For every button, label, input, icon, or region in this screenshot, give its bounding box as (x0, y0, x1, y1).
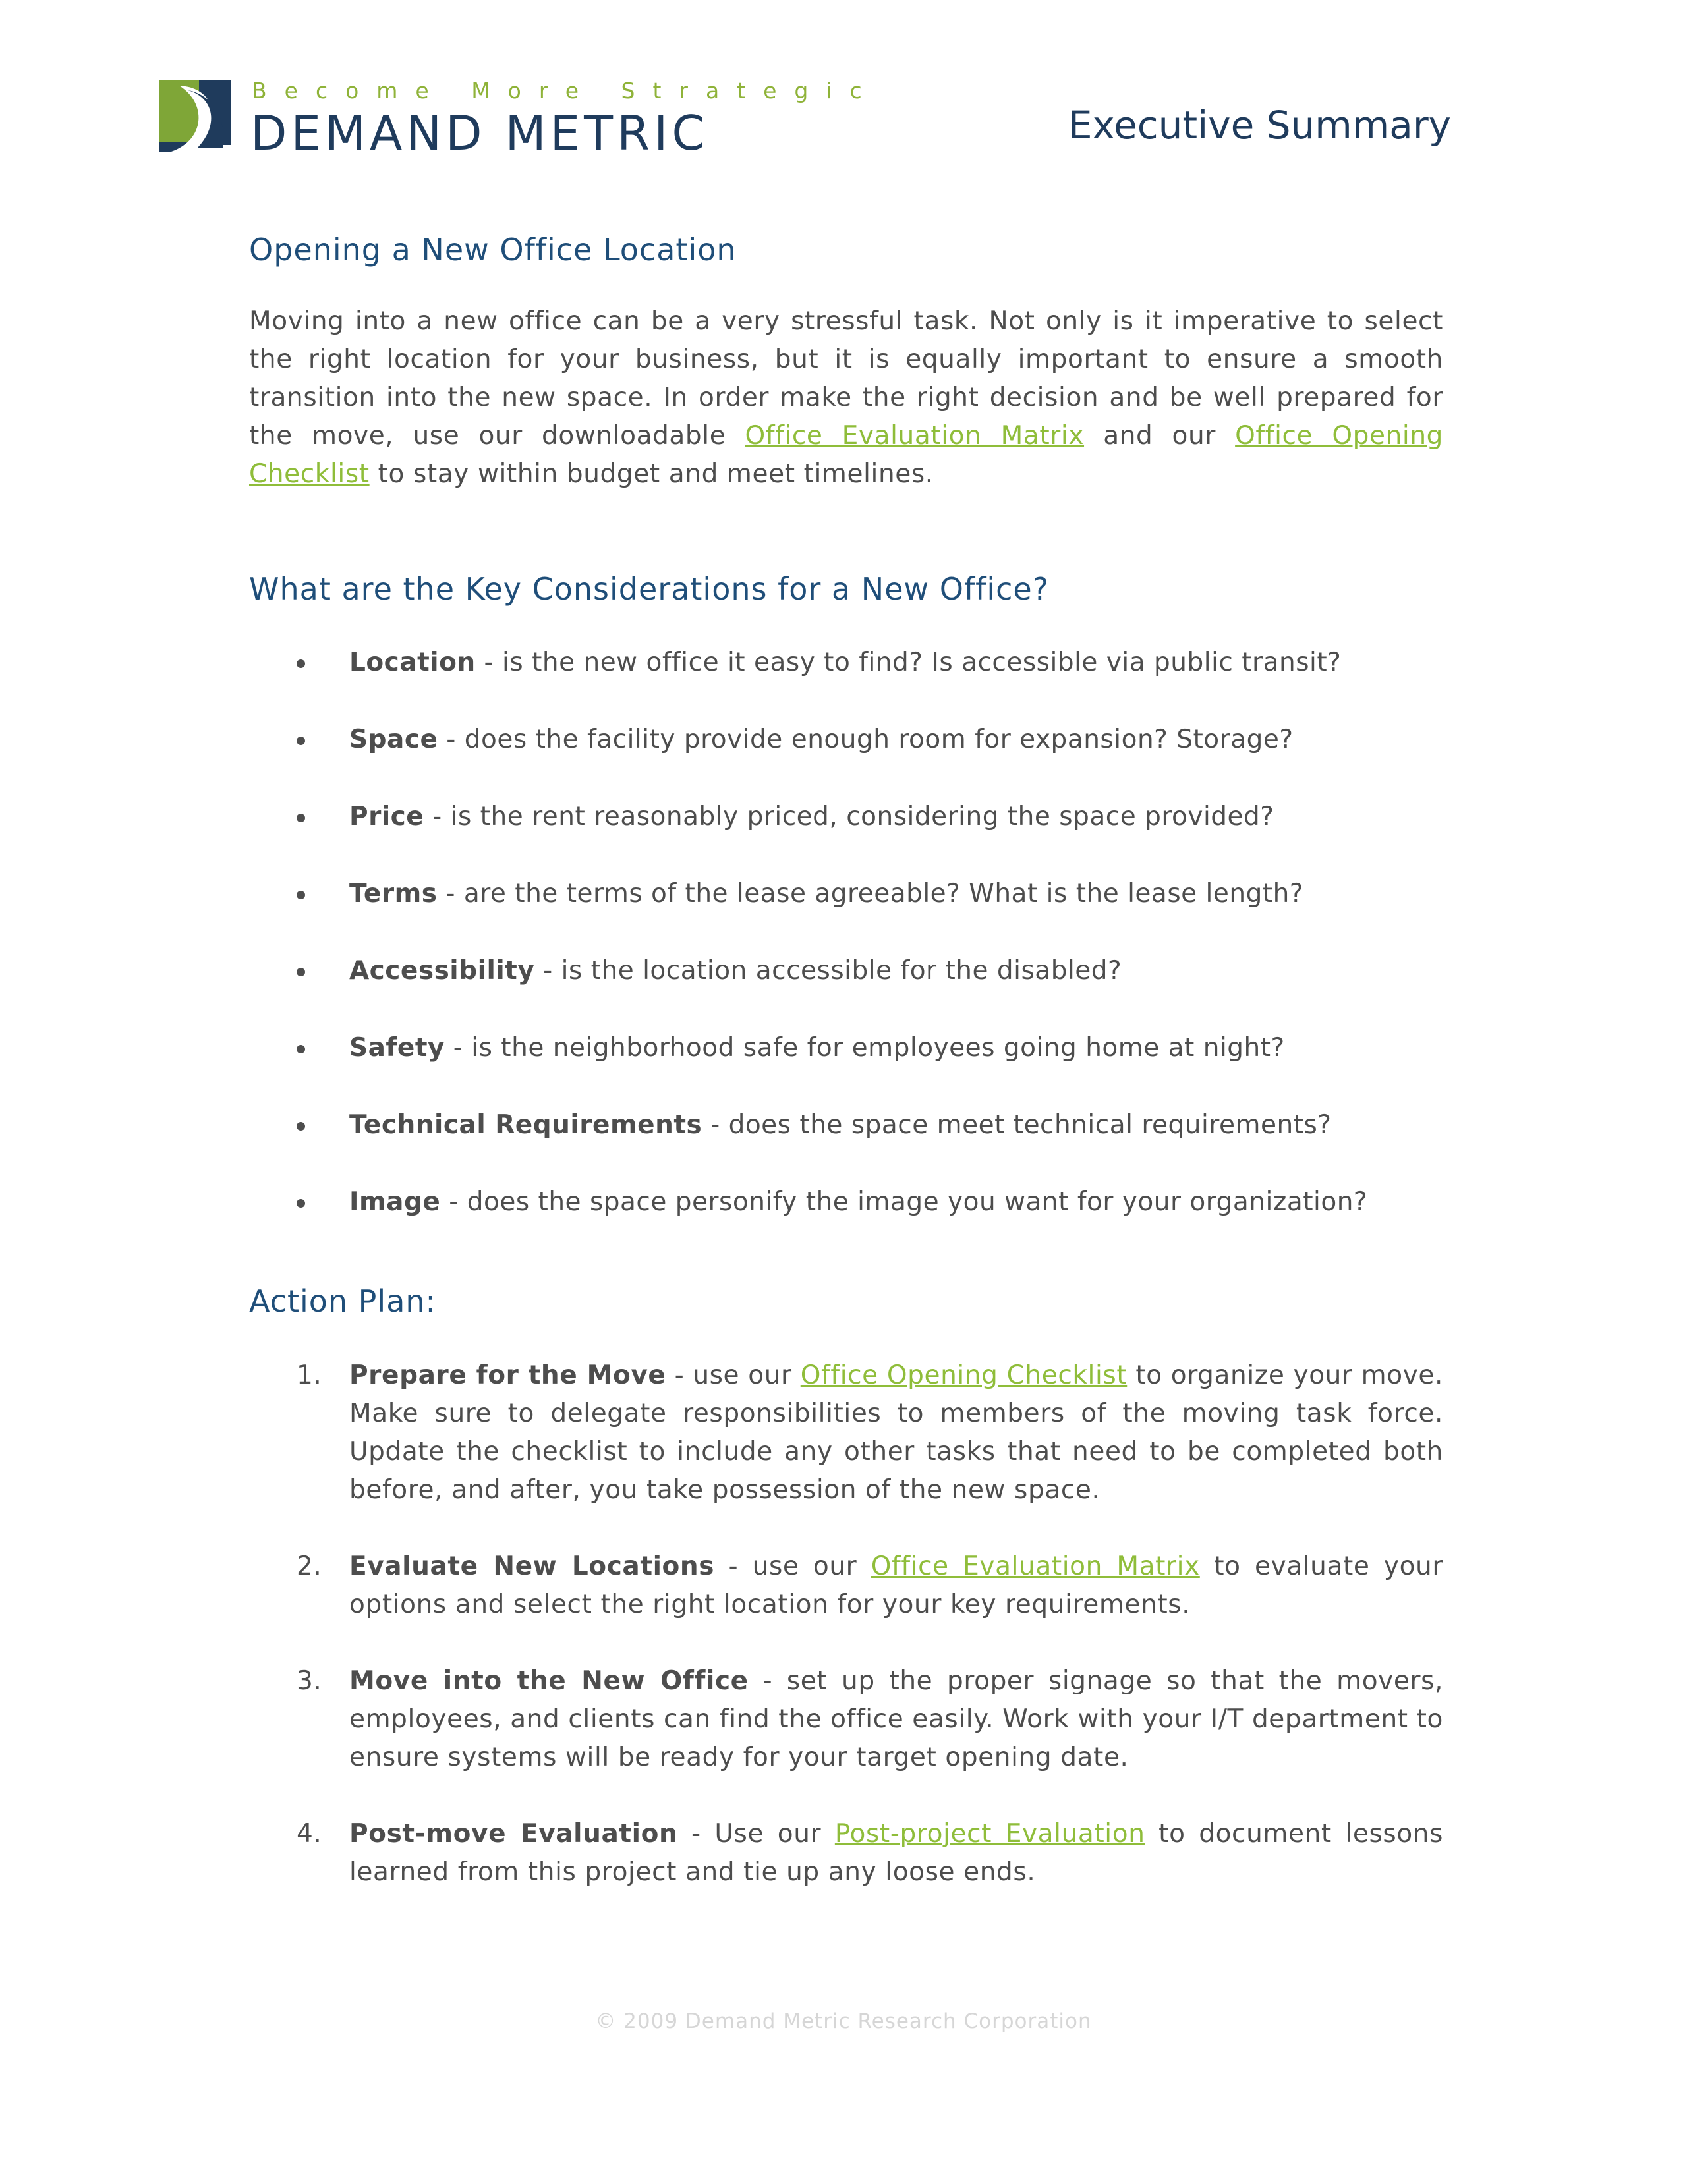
item-text: - is the rent reasonably priced, considering the space provided? (424, 802, 1274, 832)
item-lead: Location (349, 648, 476, 678)
item-text-post: to document lessons learned from this project and tie up any loose ends. (349, 1818, 1444, 1887)
bullet-icon (297, 1045, 305, 1053)
bullet-icon (297, 659, 305, 668)
item-lead: Image (349, 1187, 441, 1218)
intro-text-3: to stay within budget and meet timelines. (369, 459, 934, 490)
document-type-label: Executive Summary (1068, 103, 1451, 148)
office-opening-checklist-link[interactable]: Office Opening Checklist (800, 1360, 1128, 1390)
copyright-footer: © 2009 Demand Metric Research Corporation (595, 2009, 1092, 2033)
bullet-icon (297, 891, 305, 899)
item-text: - are the terms of the lease agreeable? What is the lease length? (437, 879, 1304, 909)
list-item (249, 1106, 1443, 1144)
list-item (249, 1662, 1443, 1777)
list-item (249, 952, 1443, 990)
item-text-pre: - Use our (677, 1818, 835, 1849)
section-title-considerations: What are the Key Considerations for a New Office? (249, 571, 1050, 607)
item-number: 1. (297, 1360, 322, 1390)
item-number: 4. (297, 1818, 322, 1849)
item-lead: Post-move Evaluation (349, 1818, 678, 1849)
list-item (249, 1183, 1443, 1221)
list-item (249, 875, 1443, 913)
office-opening-checklist-link[interactable]: Office Opening Checklist (249, 421, 1443, 490)
list-item (249, 1548, 1443, 1624)
item-number: 3. (297, 1666, 322, 1696)
list-item (249, 1357, 1443, 1509)
intro-paragraph (249, 302, 1443, 493)
list-item (249, 1029, 1443, 1067)
item-text: - is the location accessible for the disabled? (534, 956, 1122, 986)
item-text-post: to organize your move. Make sure to delegate responsibilities to members of the moving task force. Update the checklist to include any other tasks that need to be completed both before, and after, you take possession of the new space. (349, 1360, 1444, 1505)
item-text-post: to evaluate your options and select the right location for your key requirements. (349, 1551, 1444, 1619)
item-text: - does the facility provide enough room for expansion? Storage? (438, 725, 1294, 755)
bullet-icon (297, 1122, 305, 1131)
item-lead: Terms (349, 879, 438, 909)
item-text: - is the neighborhood safe for employees going home at night? (444, 1033, 1285, 1063)
bullet-icon (297, 737, 305, 745)
item-lead: Accessibility (349, 956, 535, 986)
office-evaluation-matrix-link[interactable]: Office Evaluation Matrix (745, 421, 1085, 451)
intro-text-1: Moving into a new office can be a very stressful task. Not only is it imperative to select the right location for your business, but it is equally important to ensure a smooth transition into the new space. In order make the right decision and be well prepared for the move, use our downloadable (249, 306, 1443, 451)
item-text-pre: - set up the proper signage so that the movers, employees, and clients can find the office easily. Work with your I/T department to ensure systems will be ready for your target opening date. (349, 1666, 1444, 1772)
item-text: - does the space meet technical requirements? (702, 1110, 1332, 1140)
item-text: - does the space personify the image you want for your organization? (440, 1187, 1368, 1218)
document-body (249, 232, 1443, 1930)
list-item (249, 644, 1443, 682)
intro-text-2: and our (1084, 421, 1236, 451)
section-title-opening: Opening a New Office Location (249, 232, 737, 267)
item-text-pre: - use our (666, 1360, 801, 1390)
section-title-action-plan: Action Plan: (249, 1283, 437, 1320)
item-text: - is the new office it easy to find? Is accessible via public transit? (475, 648, 1342, 678)
bullet-icon (297, 968, 305, 976)
item-lead: Evaluate New Locations (349, 1551, 715, 1581)
bullet-icon (297, 814, 305, 822)
logo-wordmark: DEMAND METRIC (250, 105, 709, 161)
list-item (249, 798, 1443, 836)
logo-tagline: Become More Strategic (252, 78, 880, 103)
item-number: 2. (297, 1551, 322, 1581)
considerations-list (249, 644, 1443, 1221)
item-lead: Space (349, 725, 438, 755)
list-item (249, 721, 1443, 759)
bullet-icon (297, 1199, 305, 1208)
demand-metric-logo-icon (159, 80, 231, 152)
item-lead: Safety (349, 1033, 445, 1063)
post-project-evaluation-link[interactable]: Post-project Evaluation (834, 1818, 1145, 1849)
item-text-pre: - use our (714, 1551, 871, 1581)
item-lead: Prepare for the Move (349, 1360, 666, 1390)
list-item (249, 1815, 1443, 1891)
item-lead: Price (349, 802, 424, 832)
page-header (159, 78, 1451, 163)
office-evaluation-matrix-link[interactable]: Office Evaluation Matrix (871, 1551, 1200, 1581)
item-lead: Technical Requirements (349, 1110, 702, 1140)
action-plan-list (249, 1357, 1443, 1891)
item-lead: Move into the New Office (349, 1666, 749, 1696)
